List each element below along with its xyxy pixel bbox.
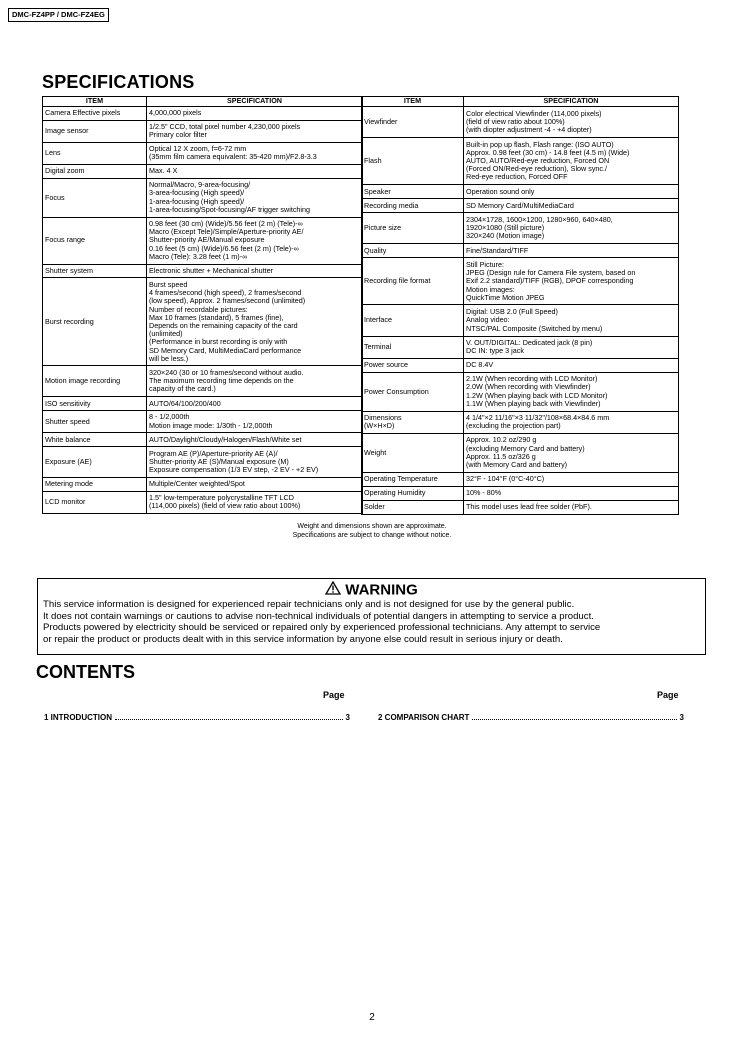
spec-value bbox=[147, 142, 363, 164]
toc-entry-comparison-chart[interactable] bbox=[378, 711, 684, 722]
spec-value-line: Burst speed bbox=[149, 280, 188, 289]
spec-value-line: JPEG (Design rule for Camera File system, based on bbox=[466, 269, 636, 278]
spec-value-line: 10% - 80% bbox=[466, 489, 502, 498]
spec-row bbox=[362, 185, 679, 199]
spec-value-line: 1/2.5" CCD, total pixel number 4,230,000 pixels bbox=[149, 123, 301, 132]
spec-item bbox=[362, 305, 464, 336]
spec-value bbox=[147, 477, 363, 491]
spec-value-line: 2.1W (When recording with LCD Monitor) bbox=[466, 375, 598, 384]
spec-value-line: Program AE (P)/Aperture-priority AE (A)/ bbox=[149, 449, 278, 458]
spec-value-line: Digital: USB 2.0 (Full Speed) bbox=[466, 308, 558, 317]
spec-value-line: (114,000 pixels) (field of view ratio about 100%) bbox=[149, 502, 301, 511]
spec-value bbox=[147, 397, 363, 411]
spec-value-line: (field of view ratio about 100%) bbox=[466, 117, 565, 126]
spec-value-line: This model uses lead free solder (PbF). bbox=[466, 503, 592, 512]
spec-value bbox=[464, 107, 679, 138]
spec-value bbox=[464, 244, 679, 258]
spec-value-line: (unlimited) bbox=[149, 330, 183, 339]
spec-item-text: Flash bbox=[364, 156, 382, 165]
spec-table-left bbox=[42, 96, 363, 514]
spec-row bbox=[43, 411, 363, 433]
spec-row bbox=[43, 397, 363, 411]
spec-item-text: Recording file format bbox=[364, 277, 431, 286]
toc-leader bbox=[115, 719, 343, 720]
spec-row bbox=[362, 411, 679, 433]
spec-value-line: 1-area-focusing/Spot-focusing/AF trigger switching bbox=[149, 205, 310, 214]
spec-value-line: V. OUT/DIGITAL: Dedicated jack (8 pin) bbox=[466, 338, 593, 347]
spec-item bbox=[362, 372, 464, 411]
spec-item bbox=[43, 397, 147, 411]
spec-value-line: 32°F - 104°F (0°C-40°C) bbox=[466, 475, 545, 484]
spec-item bbox=[43, 217, 147, 264]
spec-value bbox=[147, 264, 363, 278]
spec-item bbox=[362, 213, 464, 244]
spec-item-text: Quality bbox=[364, 246, 387, 255]
spec-item bbox=[43, 447, 147, 478]
warning-line: or repair the product or products dealt with in this service information by anyone else could result in serious injury or death. bbox=[43, 633, 563, 645]
spec-row bbox=[43, 433, 363, 447]
spec-value-line: Optical 12 X zoom, f=6-72 mm bbox=[149, 145, 247, 154]
spec-value bbox=[147, 447, 363, 478]
spec-item-text: Focus bbox=[45, 193, 65, 202]
spec-item-text: Terminal bbox=[364, 342, 392, 351]
spec-item-text: Operating Temperature bbox=[364, 475, 438, 484]
spec-row bbox=[43, 217, 363, 264]
spec-row bbox=[43, 477, 363, 491]
spec-item bbox=[362, 185, 464, 199]
spec-value-line: AUTO/64/100/200/400 bbox=[149, 399, 221, 408]
spec-item bbox=[362, 336, 464, 358]
spec-value-line: Motion image mode: 1/30th - 1/2,000th bbox=[149, 421, 273, 430]
spec-item bbox=[362, 199, 464, 213]
toc-entry-label: 2 COMPARISON CHART bbox=[378, 713, 470, 722]
spec-value bbox=[464, 372, 679, 411]
spec-value-line: Electronic shutter + Mechanical shutter bbox=[149, 266, 274, 275]
column-header-item: ITEM bbox=[362, 97, 464, 107]
spec-item bbox=[362, 472, 464, 486]
spec-row bbox=[362, 433, 679, 472]
spec-value-line: 320×240 (30 or 10 frames/second without audio. bbox=[149, 369, 304, 378]
spec-value bbox=[464, 213, 679, 244]
column-header-specification: SPECIFICATION bbox=[464, 97, 679, 107]
spec-item-text: LCD monitor bbox=[45, 498, 86, 507]
spec-row bbox=[362, 486, 679, 500]
spec-row bbox=[43, 142, 363, 164]
spec-notes bbox=[0, 522, 744, 540]
spec-value-line: Shutter-priority AE (S)/Manual exposure (M) bbox=[149, 457, 289, 466]
spec-value-line: 4 1/4"×2 11/16"×3 11/32"/108×68.4×84.6 mm bbox=[466, 414, 610, 423]
toc-entry-page: 3 bbox=[679, 713, 684, 722]
spec-item bbox=[43, 142, 147, 164]
warning-box bbox=[37, 578, 706, 655]
spec-value bbox=[147, 107, 363, 121]
spec-value bbox=[464, 358, 679, 372]
spec-note: Weight and dimensions shown are approximate. bbox=[297, 523, 447, 530]
spec-row bbox=[362, 213, 679, 244]
spec-value bbox=[464, 305, 679, 336]
spec-value bbox=[464, 138, 679, 185]
spec-value-line: 1.5" low-temperature polycrystalline TFT LCD bbox=[149, 494, 294, 503]
spec-value-line: NTSC/PAL Composite (Switched by menu) bbox=[466, 324, 603, 333]
spec-value-line: (with Memory Card and battery) bbox=[466, 460, 568, 469]
spec-value bbox=[147, 217, 363, 264]
spec-value bbox=[464, 199, 679, 213]
spec-value-line: 3-area-focusing (High speed)/ bbox=[149, 189, 245, 198]
spec-item bbox=[362, 358, 464, 372]
spec-value bbox=[464, 472, 679, 486]
spec-value-line: Primary color filter bbox=[149, 131, 207, 140]
spec-value bbox=[147, 278, 363, 366]
spec-value-line: (with diopter adjustment -4 - +4 diopter) bbox=[466, 126, 592, 135]
spec-row bbox=[362, 258, 679, 305]
spec-value-line: Macro (Except Tele)/Simple/Aperture-priority AE/ bbox=[149, 228, 304, 237]
spec-value bbox=[147, 178, 363, 217]
spec-value-line: Max. 4 X bbox=[149, 167, 178, 176]
spec-item-text: ISO sensitivity bbox=[45, 399, 91, 408]
spec-row bbox=[362, 107, 679, 138]
spec-value bbox=[147, 411, 363, 433]
spec-value-line: 8 - 1/2,000th bbox=[149, 413, 190, 422]
spec-item bbox=[43, 477, 147, 491]
spec-item bbox=[43, 411, 147, 433]
column-header-item: ITEM bbox=[43, 97, 147, 107]
spec-value-line: AUTO/Daylight/Cloudy/Halogen/Flash/White set bbox=[149, 435, 302, 444]
spec-value-line: DC IN: type 3 jack bbox=[466, 347, 524, 356]
spec-value-line: 1.1W (When playing back with Viewfinder) bbox=[466, 399, 601, 408]
spec-row bbox=[362, 336, 679, 358]
spec-value-line: SD Memory Card/MultiMediaCard bbox=[466, 201, 574, 210]
toc-page-label-left: Page bbox=[323, 690, 345, 700]
spec-row bbox=[43, 278, 363, 366]
spec-value-line: (35mm film camera equivalent: 35-420 mm)/F2.8-3.3 bbox=[149, 153, 317, 162]
spec-value-line: AUTO, AUTO/Red-eye reduction, Forced ON bbox=[466, 156, 610, 165]
spec-item-text: Power Consumption bbox=[364, 387, 429, 396]
spec-item bbox=[43, 107, 147, 121]
spec-item-text: Recording media bbox=[364, 201, 419, 210]
spec-value bbox=[464, 336, 679, 358]
spec-table-right-body bbox=[362, 107, 679, 515]
spec-item bbox=[43, 164, 147, 178]
spec-value bbox=[147, 433, 363, 447]
spec-item bbox=[43, 120, 147, 142]
spec-value-line: Approx. 0.98 feet (30 cm) - 14.8 feet (4.5 m) (Wide) bbox=[466, 148, 630, 157]
spec-value-line: Normal/Macro, 9-area-focusing/ bbox=[149, 181, 251, 190]
spec-row bbox=[362, 472, 679, 486]
toc-page-label-right: Page bbox=[657, 690, 679, 700]
spec-item-text: White balance bbox=[45, 435, 91, 444]
spec-value-line: 2.0W (When recording with Viewfinder) bbox=[466, 383, 591, 392]
toc-entry-introduction[interactable] bbox=[44, 711, 350, 722]
spec-item bbox=[43, 264, 147, 278]
spec-value-line: (low speed), Approx. 2 frames/second (unlimited) bbox=[149, 297, 306, 306]
spec-item-text: Focus range bbox=[45, 236, 85, 245]
spec-item-text: (W×H×D) bbox=[364, 422, 395, 431]
spec-value-line: (excluding Memory Card and battery) bbox=[466, 444, 585, 453]
spec-item-text: Shutter speed bbox=[45, 417, 90, 426]
spec-value-line: Analog video: bbox=[466, 316, 510, 325]
spec-item-text: Interface bbox=[364, 316, 392, 325]
spec-item-text: Lens bbox=[45, 149, 61, 158]
spec-row bbox=[362, 500, 679, 514]
spec-item-text: Image sensor bbox=[45, 127, 89, 136]
spec-item bbox=[43, 433, 147, 447]
spec-value bbox=[464, 411, 679, 433]
spec-item bbox=[43, 178, 147, 217]
spec-value-line: DC 8.4V bbox=[466, 360, 494, 369]
spec-value bbox=[147, 164, 363, 178]
spec-table-right bbox=[361, 96, 679, 515]
spec-value-line: Operation sound only bbox=[466, 187, 535, 196]
spec-row bbox=[362, 199, 679, 213]
spec-item-text: Metering mode bbox=[45, 480, 93, 489]
spec-item-text: Shutter system bbox=[45, 266, 93, 275]
spec-value-line: The maximum recording time depends on the bbox=[149, 377, 294, 386]
spec-row bbox=[43, 366, 363, 397]
toc-entry-page: 3 bbox=[345, 713, 350, 722]
spec-note: Specifications are subject to change without notice. bbox=[292, 532, 452, 539]
spec-value-line: Number of recordable pictures: bbox=[149, 305, 248, 314]
spec-value-line: Depends on the remaining capacity of the card bbox=[149, 321, 298, 330]
spec-row bbox=[362, 372, 679, 411]
warning-title-text: WARNING bbox=[345, 581, 418, 599]
spec-value-line: capacity of the card.) bbox=[149, 385, 216, 394]
spec-value-line: (Performance in burst recording is only with bbox=[149, 338, 288, 347]
contents-heading: CONTENTS bbox=[36, 662, 135, 682]
warning-line: This service information is designed for experienced repair technicians only and is not designed for use by the general public. bbox=[43, 599, 575, 610]
spec-value-line: SD Memory Card, MultiMediaCard performance bbox=[149, 346, 302, 355]
spec-value-line: 2304×1728, 1600×1200, 1280×960, 640×480, bbox=[466, 215, 613, 224]
spec-item-text: Solder bbox=[364, 503, 385, 512]
warning-triangle-icon bbox=[325, 581, 341, 600]
spec-value-line: (Forced ON/Red-eye reduction), Slow sync./ bbox=[466, 165, 608, 174]
spec-value-line: QuickTime Motion JPEG bbox=[466, 293, 545, 302]
spec-item-text: Speaker bbox=[364, 187, 391, 196]
spec-value bbox=[464, 185, 679, 199]
spec-value-line: Multiple/Center weighted/Spot bbox=[149, 480, 245, 489]
spec-value bbox=[147, 491, 363, 513]
spec-item bbox=[362, 107, 464, 138]
spec-item-text: Exposure (AE) bbox=[45, 457, 92, 466]
spec-value-line: 4 frames/second (high speed), 2 frames/second bbox=[149, 289, 302, 298]
spec-value-line: Fine/Standard/TIFF bbox=[466, 246, 529, 255]
spec-table-left-body bbox=[43, 107, 363, 514]
spec-row bbox=[362, 138, 679, 185]
toc-leader bbox=[472, 719, 676, 720]
spec-row bbox=[43, 120, 363, 142]
warning-line: It does not contain warnings or cautions to advise non-technical individuals of potential dangers in attempting to service a product. bbox=[43, 610, 594, 622]
spec-value-line: 0.16 feet (5 cm) (Wide)/6.56 feet (2 m) (Tele)-∞ bbox=[149, 244, 299, 253]
spec-row bbox=[43, 107, 363, 121]
spec-value bbox=[147, 120, 363, 142]
toc-entry-label: 1 INTRODUCTION bbox=[44, 713, 112, 722]
spec-item-text: Burst recording bbox=[45, 317, 94, 326]
spec-value bbox=[464, 433, 679, 472]
spec-value-line: Approx. 11.5 oz/326 g bbox=[466, 452, 536, 461]
spec-item-text: Picture size bbox=[364, 224, 402, 233]
spec-item bbox=[362, 500, 464, 514]
spec-item-text: Dimensions bbox=[364, 414, 402, 423]
spec-item bbox=[362, 138, 464, 185]
spec-row bbox=[362, 244, 679, 258]
spec-item bbox=[362, 486, 464, 500]
spec-value-line: Exposure compensation (1/3 EV step, -2 EV - +2 EV) bbox=[149, 466, 319, 475]
spec-item bbox=[362, 433, 464, 472]
spec-value-line: will be less.) bbox=[149, 354, 189, 363]
spec-value-line: 1.2W (When playing back with LCD Monitor) bbox=[466, 391, 608, 400]
spec-row bbox=[43, 264, 363, 278]
spec-item bbox=[362, 411, 464, 433]
spec-row bbox=[43, 491, 363, 513]
model-tag: DMC-FZ4PP / DMC-FZ4EG bbox=[8, 8, 109, 22]
spec-value bbox=[464, 258, 679, 305]
spec-item bbox=[43, 278, 147, 366]
column-header-specification: SPECIFICATION bbox=[147, 97, 363, 107]
spec-value bbox=[147, 366, 363, 397]
spec-item bbox=[362, 258, 464, 305]
spec-value-line: Max 10 frames (standard), 5 frames (fine), bbox=[149, 313, 284, 322]
spec-row bbox=[43, 164, 363, 178]
spec-value-line: 1-area-focusing (High speed)/ bbox=[149, 197, 245, 206]
spec-row bbox=[362, 305, 679, 336]
spec-value-line: Exif 2.2 standard)/TIFF (RGB), DPOF corresponding bbox=[466, 277, 634, 286]
spec-item-text: Weight bbox=[364, 448, 387, 457]
spec-row bbox=[43, 178, 363, 217]
spec-item bbox=[362, 244, 464, 258]
spec-value-line: Motion images: bbox=[466, 285, 515, 294]
spec-row bbox=[362, 358, 679, 372]
spec-value bbox=[464, 486, 679, 500]
spec-value-line: Red-eye reduction, Forced OFF bbox=[466, 173, 568, 182]
spec-item-text: Motion image recording bbox=[45, 377, 121, 386]
spec-item-text: Viewfinder bbox=[364, 117, 398, 126]
spec-value-line: Approx. 10.2 oz/290 g bbox=[466, 436, 537, 445]
spec-value-line: 0.98 feet (30 cm) (Wide)/5.56 feet (2 m) (Tele)-∞ bbox=[149, 220, 303, 229]
spec-item-text: Digital zoom bbox=[45, 167, 85, 176]
spec-value-line: Still Picture: bbox=[466, 260, 504, 269]
spec-value-line: Shutter-priority AE/Manual exposure bbox=[149, 236, 265, 245]
warning-title bbox=[38, 581, 705, 599]
spec-item-text: Camera Effective pixels bbox=[45, 109, 121, 118]
specifications-heading: SPECIFICATIONS bbox=[42, 72, 195, 92]
spec-value-line: Built-in pop up flash, Flash range: (ISO AUTO) bbox=[466, 140, 614, 149]
spec-item-text: Power source bbox=[364, 360, 408, 369]
spec-value-line: (excluding the projection part) bbox=[466, 422, 561, 431]
spec-item bbox=[43, 491, 147, 513]
spec-value-line: 320×240 (Motion image) bbox=[466, 232, 545, 241]
spec-item bbox=[43, 366, 147, 397]
spec-value bbox=[464, 500, 679, 514]
page-number: 2 bbox=[369, 1012, 375, 1023]
spec-value-line: 4,000,000 pixels bbox=[149, 109, 202, 118]
warning-line: Products powered by electricity should be serviced or repaired only by experienced professional technicians. Any attempt to service bbox=[43, 622, 601, 633]
spec-item-text: Operating Humidity bbox=[364, 489, 426, 498]
spec-row bbox=[43, 447, 363, 478]
spec-value-line: 1920×1080 (Still picture) bbox=[466, 224, 545, 233]
spec-value-line: Macro (Tele): 3.28 feet (1 m)-∞ bbox=[149, 252, 248, 261]
spec-value-line: Color electrical Viewfinder (114,000 pixels) bbox=[466, 109, 602, 118]
warning-text bbox=[38, 599, 705, 645]
